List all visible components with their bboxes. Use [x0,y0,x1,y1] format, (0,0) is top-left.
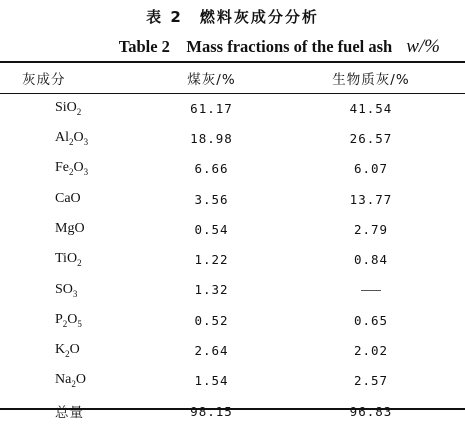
cell-biomass-ash: 26.57 [349,130,393,146]
cell-component: MgO [55,221,85,237]
cell-component: 总量 [55,405,84,422]
cell-biomass-ash: 0.65 [353,312,389,328]
cell-coal-ash: 0.52 [194,312,229,328]
table-title-english [0,33,440,58]
table-row [0,184,465,214]
cell-component: $K_2O$ [55,342,80,359]
cell-coal-ash: 0.54 [194,221,229,237]
cell-biomass-ash: 0.84 [353,252,389,268]
cell-coal-ash: 18.98 [190,130,233,146]
table-row [0,123,465,153]
table-row [0,275,465,305]
cell-coal-ash: 1.22 [194,252,229,268]
cell-coal-ash: 61.17 [190,100,233,116]
table-row [0,93,465,123]
cell-component: SiO$_2$ [55,99,82,117]
ash-composition-table [0,63,465,426]
table-header-row [0,63,465,93]
cell-coal-ash: 1.54 [194,373,229,389]
table-row [0,366,465,396]
cell-biomass-ash [255,275,465,305]
cell-biomass-ash: 96.83 [349,403,393,419]
cell-component: $P_2O_5$ [55,311,82,329]
table-row [0,244,465,274]
cell-biomass-ash: 13.77 [349,191,393,207]
empty-value-dash [361,290,381,291]
cell-biomass-ash: 2.79 [353,221,389,237]
cell-biomass-ash: 2.02 [353,343,389,359]
table-unit: w/% [406,36,440,57]
cell-coal-ash: 6.66 [194,161,229,177]
column-header-component: 灰成分 [22,72,66,88]
table-row [0,335,465,365]
table-title-english-text: Table 2 Mass fractions of the fuel ash [118,37,393,56]
cell-component: $Na_2O$ [55,372,86,390]
cell-biomass-ash: 41.54 [349,100,393,116]
table-title-chinese: 表 2 燃料灰成分分析 [146,8,319,26]
cell-coal-ash: 2.64 [194,343,229,359]
cell-coal-ash: 98.15 [190,403,233,419]
cell-coal-ash: 3.56 [194,191,229,207]
table-row [0,154,465,184]
column-header-coal-ash: 煤灰/% [187,72,236,88]
table-row [0,214,465,244]
cell-coal-ash: 1.32 [194,282,229,298]
cell-component: $Al_2O_3$ [55,130,89,147]
table-row [0,305,465,335]
cell-biomass-ash: 6.07 [353,161,389,177]
cell-biomass-ash: 2.57 [353,373,389,389]
cell-component: $SO_3$ [55,281,78,299]
cell-component: TiO$_2$ [55,251,82,269]
column-header-biomass-ash: 生物质灰/% [332,72,410,88]
cell-component: CaO [55,191,81,207]
cell-component: $Fe_2O_3$ [55,160,89,178]
